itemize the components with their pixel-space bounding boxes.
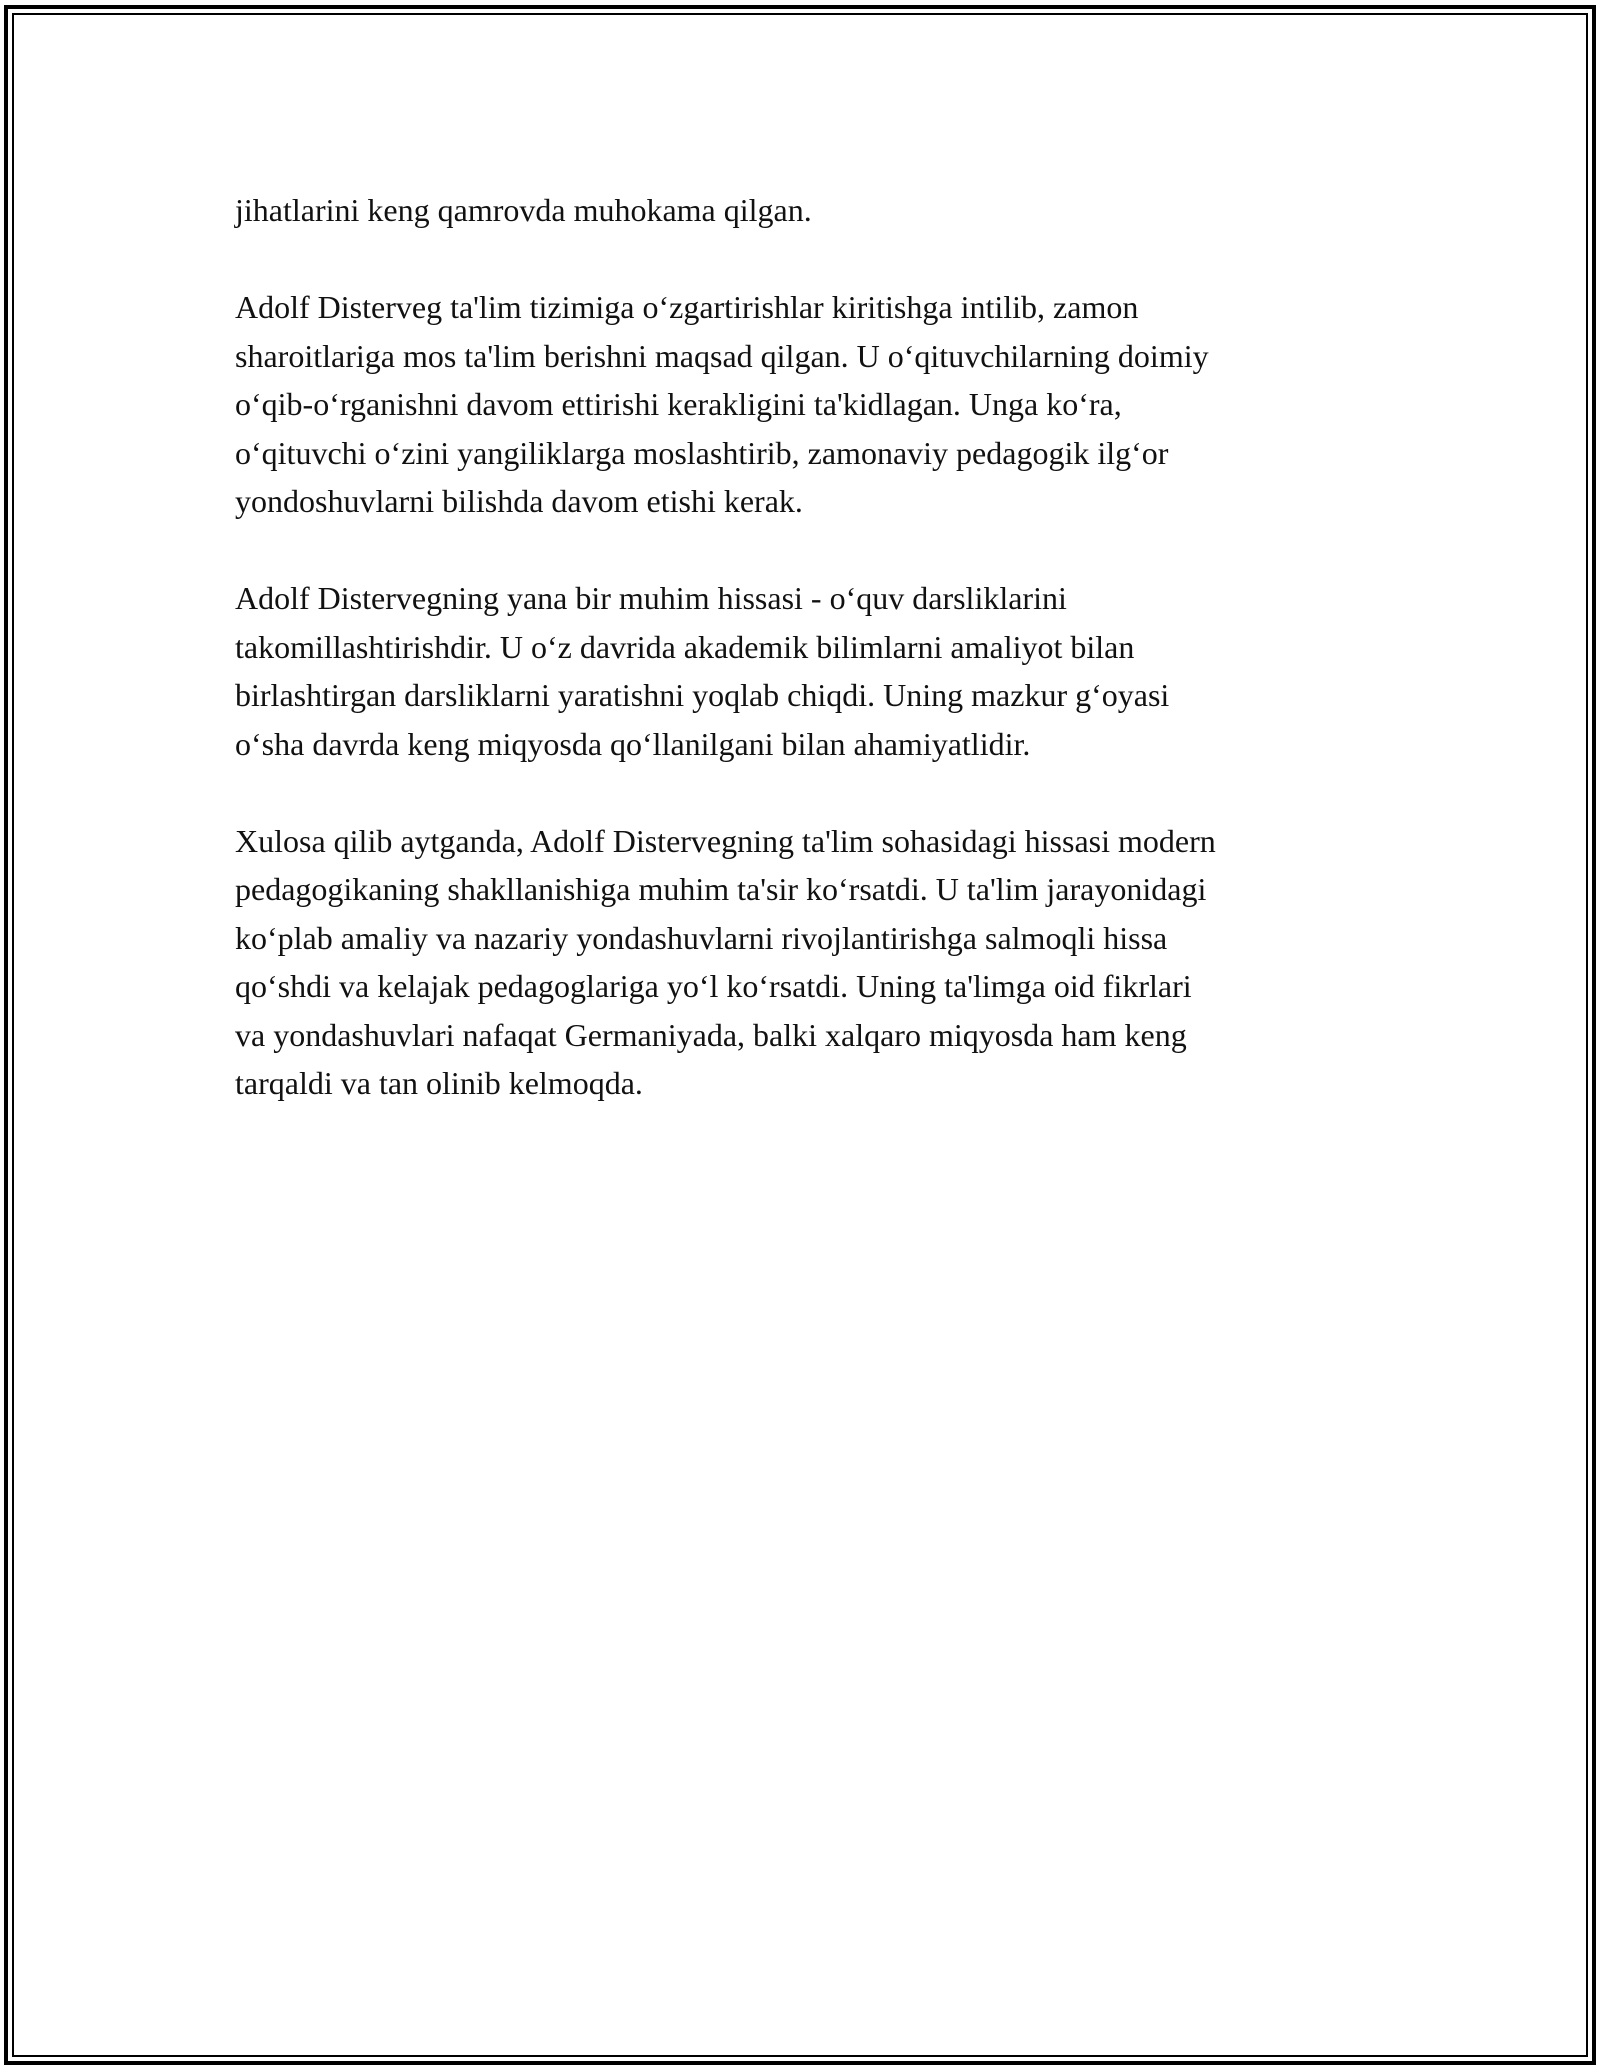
paragraph-conclusion: Xulosa qilib aytganda, Adolf Distervegning ta'lim sohasidagi hissasi modern pedagogikaning shakllanishiga muhim ta'sir ko‘rsatdi. U ta'lim jarayonidagi ko‘plab amaliy va nazariy yondashuvlarni rivojlantirishga salmoqli hissa qo‘shdi va kelajak pedagoglariga yo‘l ko‘rsatdi. Uning ta'limga oid fikrlari va yondashuvlari nafaqat Germaniyada, balki xalqaro miqyosda ham keng tarqaldi va tan olinib kelmoqda. xyxy=(235,822,1216,1101)
document-body xyxy=(235,186,1375,1156)
paragraph-continuation: jihatlarini keng qamrovda muhokama qilgan. xyxy=(235,192,812,228)
paragraph-teacher-development: Adolf Disterveg ta'lim tizimiga o‘zgartirishlar kiritishga intilib, zamon sharoitlariga mos ta'lim berishni maqsad qilgan. U o‘qituvchilarning doimiy o‘qib-o‘rganishni davom ettirishi kerakligini ta'kidlagan. Unga ko‘ra, o‘qituvchi o‘zini yangiliklarga moslashtirib, zamonaviy pedagogik ilg‘or yondoshuvlarni bilishda davom etishi kerak. xyxy=(235,289,1209,519)
paragraph-textbooks: Adolf Distervegning yana bir muhim hissasi - o‘quv darsliklarini takomillashtirishdir. U o‘z davrida akademik bilimlarni amaliyot bilan birlashtirgan darsliklarni yaratishni yoqlab chiqdi. Uning mazkur g‘oyasi o‘sha davrda keng miqyosda qo‘llanilgani bilan ahamiyatlidir. xyxy=(235,580,1170,762)
